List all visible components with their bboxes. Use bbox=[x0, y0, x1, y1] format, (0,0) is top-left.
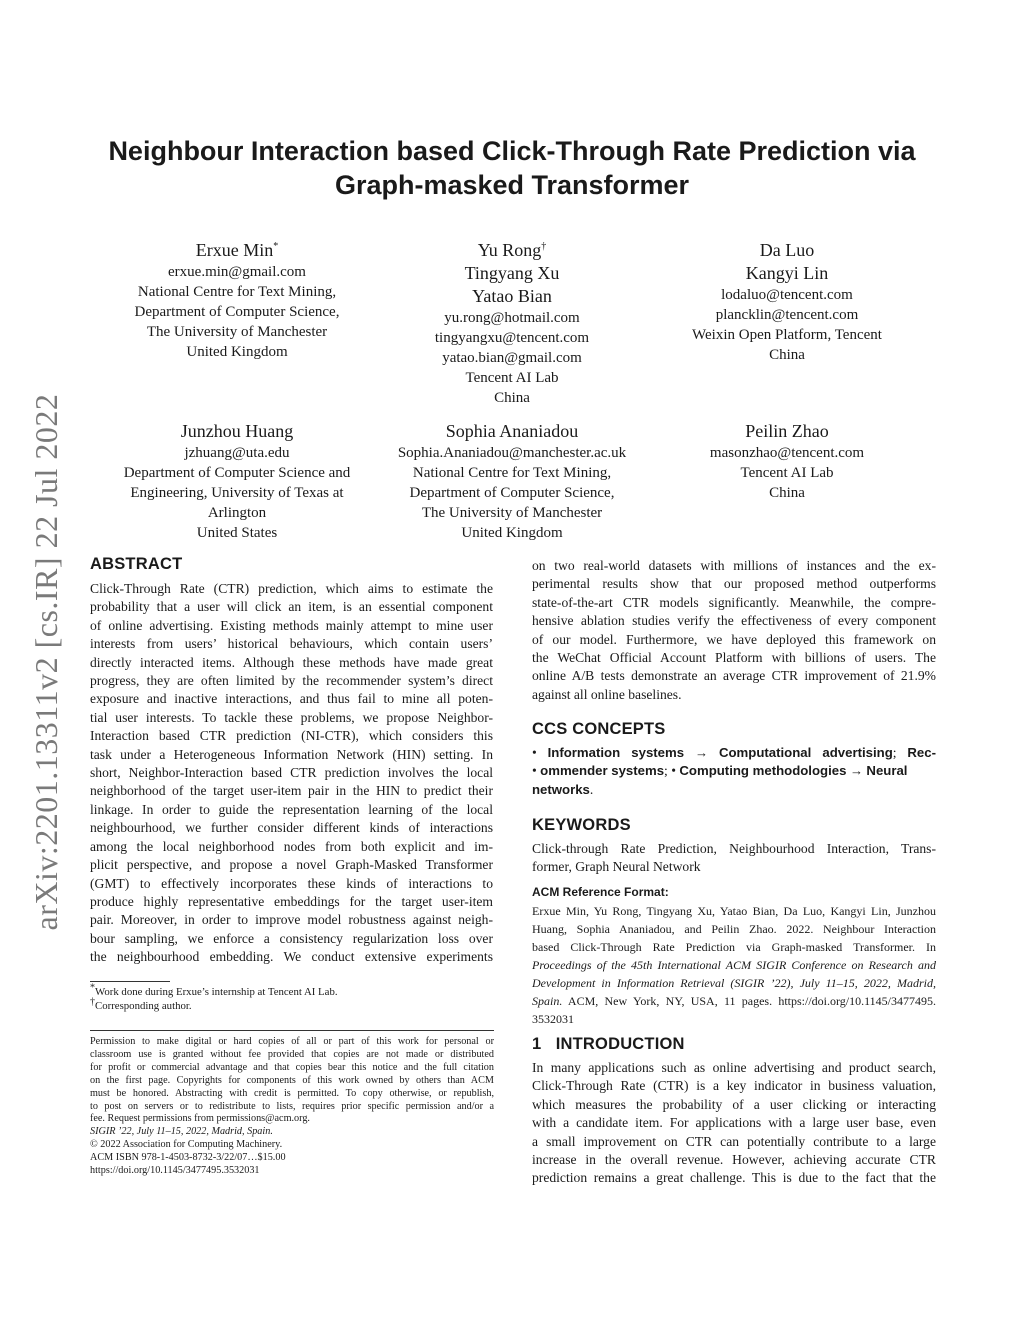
author-name: Junzhou Huang bbox=[180, 421, 294, 441]
author-affiliation: Arlington bbox=[207, 505, 267, 521]
author-email: plancklin@tencent.com bbox=[715, 307, 859, 323]
author-affiliation: The University of Manchester bbox=[421, 505, 603, 521]
keywords-heading: KEYWORDS bbox=[532, 816, 631, 834]
introduction-line: with a candidate item. For applications with a large user base, even bbox=[532, 1115, 936, 1131]
copyright: © 2022 Association for Computing Machinery. bbox=[90, 1139, 283, 1151]
abstract-line: on two real-world datasets with millions of instances and the ex- bbox=[532, 558, 936, 573]
abstract-line: the neighbourhood embedding. We conduct extensive experiments bbox=[90, 949, 493, 965]
introduction-heading: 1 INTRODUCTION bbox=[532, 1035, 685, 1053]
permission-line: for profit or commercial advantage and that copies bear this notice and the full citation bbox=[90, 1061, 494, 1073]
author-email: masonzhao@tencent.com bbox=[709, 445, 865, 461]
permission-line: must be honored. Abstracting with credit is permitted. To copy otherwise, or republish, bbox=[90, 1087, 494, 1099]
author-block-junzhou-huang bbox=[92, 420, 382, 543]
abstract-continued bbox=[532, 557, 936, 704]
permission-line: on the first page. Copyrights for components of this work owned by others than ACM bbox=[90, 1074, 494, 1086]
introduction-line: prediction remains a great challenge. This is due to the fact that the bbox=[532, 1170, 936, 1186]
introduction-line: which measures the probability of a user clicking or interacting bbox=[532, 1096, 936, 1112]
author-affiliation: Department of Computer Science and bbox=[123, 465, 351, 481]
author-country: United Kingdom bbox=[186, 344, 288, 360]
conference-info: SIGIR ’22, July 11–15, 2022, Madrid, Spain. bbox=[90, 1126, 273, 1138]
author-country: China bbox=[769, 485, 805, 501]
abstract-line: perimental results show that our proposed method outperforms bbox=[532, 576, 936, 592]
keywords-body bbox=[532, 840, 936, 877]
author-affiliation: The University of Manchester bbox=[146, 324, 328, 340]
author-name: Erxue Min* bbox=[195, 240, 279, 260]
author-affiliation: Tencent AI Lab bbox=[740, 465, 834, 481]
author-block-erxue-min bbox=[92, 239, 382, 362]
abstract-line: of our model. Furthermore, we have deployed this framework on bbox=[532, 631, 936, 647]
abstract-line: progress, they are often limited by the recommender system’s direct bbox=[90, 673, 493, 689]
acm-reference-body: Erxue Min, Yu Rong, Tingyang Xu, Yatao Bian, Da Luo, Kangyi Lin, Junzhou Huang, Sophia Ananiadou, and Peilin Zhao. 2022. Neighbour Interaction based Click-Through Rate Prediction via Graph-masked Transformer. In Proceedings of the 45th International ACM SIGIR Conference on Research and Development in Information Retrieval (SIGIR ’22), July 11–15, 2022, Madrid, Spain. ACM, New York, NY, USA, 11 pages. https://doi.org/10.1145/3477495. 3532031 bbox=[532, 904, 936, 1026]
author-email: Sophia.Ananiadou@manchester.ac.uk bbox=[397, 445, 627, 461]
introduction-line: a small improvement on CTR can potentially contribute to a large bbox=[532, 1133, 936, 1149]
author-block-da-luo bbox=[642, 239, 932, 365]
author-name: Sophia Ananiadou bbox=[445, 421, 579, 441]
author-email: yatao.bian@gmail.com bbox=[442, 350, 582, 366]
introduction-line: Click-Through Rate (CTR) is a key indicator in business valuation, bbox=[532, 1078, 936, 1094]
author-affiliation: Tencent AI Lab bbox=[465, 370, 559, 386]
abstract-line: short, Neighbor-Interaction based CTR prediction involves the local bbox=[90, 765, 493, 781]
abstract-line: neighborhood of the target user-item pair in the HIN to predict their bbox=[90, 783, 493, 799]
author-email: erxue.min@gmail.com bbox=[168, 264, 306, 280]
author-country: United Kingdom bbox=[461, 525, 563, 541]
footnotes bbox=[90, 982, 490, 1013]
abstract-body bbox=[90, 580, 493, 967]
author-email: yu.rong@hotmail.com bbox=[444, 310, 580, 326]
permission-block bbox=[90, 1036, 494, 1178]
paper-title-line-1: Neighbour Interaction based Click-Through Rate Prediction via bbox=[108, 136, 916, 166]
author-name: Da Luo bbox=[759, 240, 815, 260]
abstract-heading: ABSTRACT bbox=[90, 555, 183, 573]
abstract-line: probability that a user will click an item, is an essential component bbox=[90, 599, 493, 615]
permission-line: classroom use is granted without fee provided that copies are not made or distributed bbox=[90, 1048, 494, 1060]
abstract-line: against all online baselines. bbox=[532, 686, 682, 702]
abstract-line: Click-Through Rate (CTR) prediction, which aims to estimate the bbox=[90, 581, 493, 596]
doi-link[interactable]: https://doi.org/10.1145/3477495.3532031 bbox=[90, 1165, 260, 1177]
author-affiliation: Engineering, University of Texas at bbox=[130, 485, 344, 501]
ccs-concepts-heading: CCS CONCEPTS bbox=[532, 720, 666, 738]
author-affiliation: National Centre for Text Mining, bbox=[137, 284, 337, 300]
arxiv-identifier-stamp: arXiv:2201.13311v2 [cs.IR] 22 Jul 2022 bbox=[28, 393, 64, 931]
author-affiliation: Department of Computer Science, bbox=[134, 304, 340, 320]
paper-title bbox=[70, 134, 954, 202]
author-email: lodaluo@tencent.com bbox=[721, 287, 853, 303]
abstract-line: linkage. In order to guide the representation learning of the local bbox=[90, 801, 493, 817]
abstract-line: exposure and inactive interactions, and thus fail to mine all poten- bbox=[90, 691, 493, 707]
abstract-line: among the local neighborhood nodes from both explicit and im- bbox=[90, 838, 493, 854]
author-email: jzhuang@uta.edu bbox=[184, 445, 290, 461]
introduction-line: increase in the overall revenue. However, achieving accurate CTR bbox=[532, 1152, 936, 1168]
abstract-line: tial user interests. To tackle these problems, we propose Neighbor- bbox=[90, 709, 493, 725]
author-affiliation: National Centre for Text Mining, bbox=[412, 465, 612, 481]
author-country: China bbox=[494, 390, 530, 406]
isbn: ACM ISBN 978-1-4503-8732-3/22/07…$15.00 bbox=[90, 1152, 286, 1164]
paper-title-line-2: Graph-masked Transformer bbox=[334, 170, 690, 200]
abstract-line: pair. Moreover, in order to improve model robustness against neigh- bbox=[90, 912, 493, 928]
abstract-line: neighbourhood, we further consider different kinds of interactions bbox=[90, 820, 493, 836]
abstract-line: plicit perspective, and propose a novel Graph-Masked Transformer bbox=[90, 857, 493, 873]
author-name: Peilin Zhao bbox=[745, 421, 829, 441]
author-name: Yatao Bian bbox=[472, 286, 552, 306]
abstract-line: of online advertising. Existing methods mainly attempt to mine user bbox=[90, 617, 493, 633]
author-affiliation: Department of Computer Science, bbox=[409, 485, 615, 501]
author-country: China bbox=[769, 347, 805, 363]
footnote-rule bbox=[90, 981, 170, 982]
abstract-line: bour sampling, we enforce a consistency regularization loss over bbox=[90, 930, 493, 946]
keywords-line: former, Graph Neural Network bbox=[532, 859, 701, 875]
permission-rule bbox=[90, 1030, 494, 1031]
keywords-line: Click-through Rate Prediction, Neighbourhood Interaction, Trans- bbox=[532, 841, 936, 856]
author-country: United States bbox=[196, 525, 278, 541]
author-block-peilin-zhao bbox=[642, 420, 932, 503]
abstract-line: Interaction based CTR prediction (NI-CTR), which considers this bbox=[90, 728, 493, 744]
author-name: Yu Rong† bbox=[477, 240, 547, 260]
abstract-line: (GMT) to effectively incorporates these kinds of interactions to bbox=[90, 875, 493, 891]
author-block-sophia-ananiadou bbox=[367, 420, 657, 543]
acm-reference-heading: ACM Reference Format: bbox=[532, 885, 669, 899]
abstract-line: online A/B tests demonstrate an average CTR improvement of 21.9% bbox=[532, 668, 936, 684]
abstract-line: hensive ablation studies verify the effectiveness of every component bbox=[532, 613, 936, 629]
author-name: Tingyang Xu bbox=[464, 263, 560, 283]
footnote-corresponding: †Corresponding author. bbox=[90, 996, 192, 1012]
abstract-line: state-of-the-art CTR models significantly. Meanwhile, the compre- bbox=[532, 594, 936, 610]
permission-line: Permission to make digital or hard copies of all or part of this work for personal or bbox=[90, 1036, 494, 1047]
abstract-line: the WeChat Official Account Platform with billions of users. The bbox=[532, 650, 936, 666]
author-email: tingyangxu@tencent.com bbox=[434, 330, 590, 346]
ccs-concepts-body: • Information systems → Computational advertising; Rec- • ommender systems; • Computing methodologies → Neural networks. bbox=[532, 745, 936, 797]
author-block-yu-rong bbox=[367, 239, 657, 408]
abstract-line: produce highly representative embeddings for the target user-item bbox=[90, 893, 493, 909]
author-name: Kangyi Lin bbox=[745, 263, 829, 283]
abstract-line: task under a Heterogeneous Information Network (HIN) setting. In bbox=[90, 746, 493, 762]
permission-line: fee. Request permissions from permissions@acm.org. bbox=[90, 1113, 310, 1125]
permission-line: to post on servers or to redistribute to lists, requires prior specific permission and/or a bbox=[90, 1100, 494, 1112]
introduction-line: In many applications such as online advertising and product search, bbox=[532, 1060, 936, 1075]
author-affiliation: Weixin Open Platform, Tencent bbox=[692, 327, 882, 343]
abstract-line: directly interacted items. Although these methods have made great bbox=[90, 654, 493, 670]
abstract-line: interests from users’ historical behaviours, which contain users’ bbox=[90, 636, 493, 652]
introduction-body bbox=[532, 1059, 936, 1188]
footnote-work-done: *Work done during Erxue’s internship at Tencent AI Lab. bbox=[90, 982, 338, 998]
